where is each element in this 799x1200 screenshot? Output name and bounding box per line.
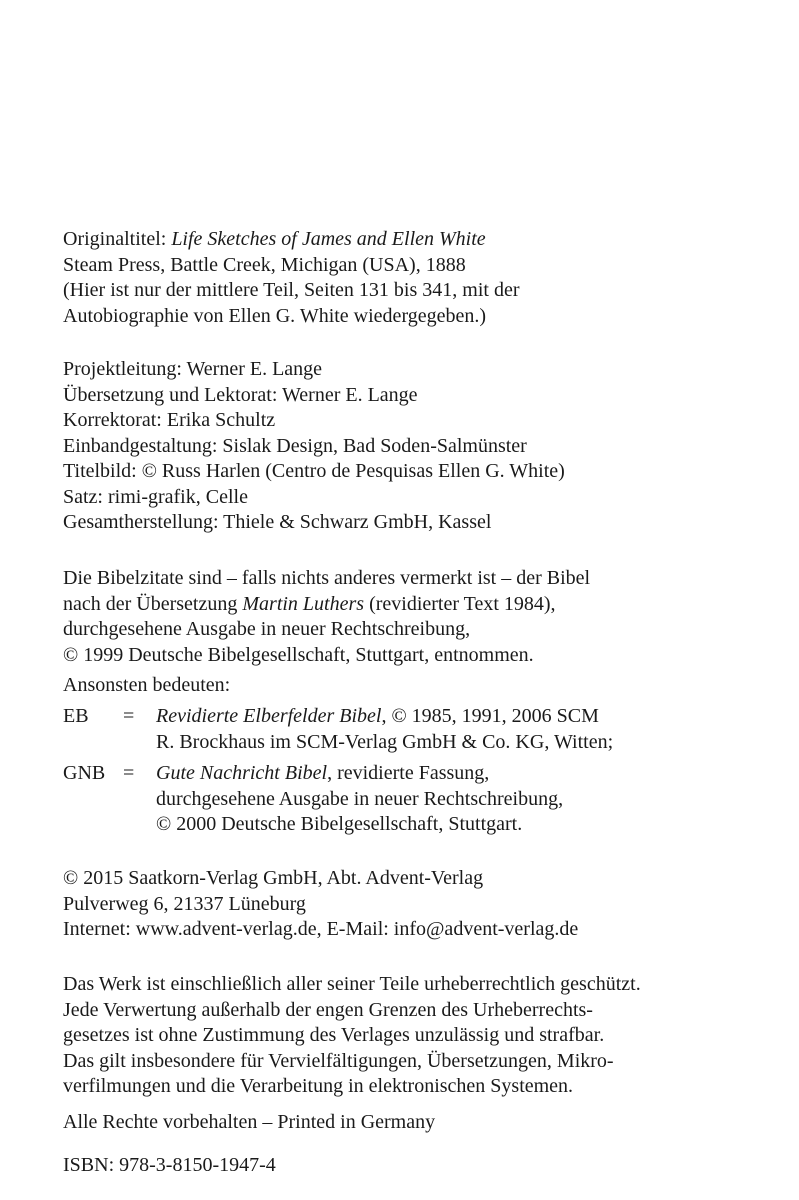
abbreviation-eb [63,704,783,755]
abbr-eb-line-2: R. Brockhaus im SCM-Verlag GmbH & Co. KG, Witten; [156,730,614,753]
abbr-gnb-line-1 [156,761,783,787]
credits-section [63,357,783,536]
abbreviations-heading: Ansonsten bedeuten: [63,674,231,696]
abbr-gnb-line-2: durchgesehene Ausgabe in neuer Rechtschreibung, [156,787,564,810]
bible-line-2 [63,592,783,618]
abbreviations-intro [63,673,783,699]
abbr-eb-equals: = [123,705,135,727]
original-title-section [63,227,783,329]
bible-translator: Martin Luthers [242,592,365,615]
publisher-internet: Internet: www.advent-verlag.de, E-Mail: info@advent-verlag.de [63,918,579,940]
abbreviation-gnb [63,761,783,838]
original-title: Life Sketches of James and Ellen White [171,228,486,250]
bible-line-2-start: nach der Übersetzung [63,592,243,615]
rights-line-1: Das Werk ist einschließlich aller seiner Teile urheberrechtlich geschützt. [63,973,641,995]
original-note-line-2: Autobiographie von Ellen G. White wiedergegeben.) [63,304,487,327]
original-publisher: Steam Press, Battle Creek, Michigan (USA), 1888 [63,253,466,276]
credit-translation: Übersetzung und Lektorat: Werner E. Lange [63,383,418,406]
original-title-label: Originaltitel: [63,228,167,250]
isbn-section [63,1153,783,1179]
rights-section [63,972,783,1100]
abbr-gnb-title: Gute Nachricht Bibel [156,762,328,784]
bible-source-section [63,566,783,668]
credit-project-lead: Projektleitung: Werner E. Lange [63,358,323,380]
bible-line-3: durchgesehene Ausgabe in neuer Rechtschreibung, [63,618,471,640]
publisher-address: Pulverweg 6, 21337 Lüneburg [63,892,306,915]
publisher-section [63,866,783,943]
rights-line-3: gesetzes ist ohne Zustimmung des Verlages unzulässig und strafbar. [63,1024,605,1046]
abbr-eb-key: EB [63,705,89,727]
credit-cover-image: Titelbild: © Russ Harlen (Centro de Pesquisas Ellen G. White) [63,460,565,482]
isbn: ISBN: 978-3-8150-1947-4 [63,1154,276,1176]
credit-cover-design: Einbandgestaltung: Sislak Design, Bad Soden-Salmünster [63,434,527,457]
bible-line-2-end: (revidierter Text 1984), [364,592,556,615]
abbr-eb-title: Revidierte Elberfelder Bibel [156,705,382,727]
rights-reserved-section [63,1110,783,1136]
rights-line-5: verfilmungen und die Verarbeitung in elektronischen Systemen. [63,1075,574,1097]
abbr-eb-rest: , © 1985, 1991, 2006 SCM [381,705,599,727]
abbr-gnb-key: GNB [63,762,106,784]
rights-line-2: Jede Verwertung außerhalb der engen Grenzen des Urheberrechts- [63,998,593,1021]
rights-line-4: Das gilt insbesondere für Vervielfältigungen, Übersetzungen, Mikro- [63,1049,614,1072]
abbr-eb-line-1 [156,704,783,730]
credit-typesetting: Satz: rimi-grafik, Celle [63,485,248,508]
credit-proofreading: Korrektorat: Erika Schultz [63,409,276,431]
rights-reserved: Alle Rechte vorbehalten – Printed in Germany [63,1111,436,1133]
abbr-gnb-rest: , revidierte Fassung, [327,762,490,784]
abbr-gnb-equals: = [123,762,135,784]
original-note-line-1: (Hier ist nur der mittlere Teil, Seiten 131 bis 341, mit der [63,279,520,301]
publisher-copyright: © 2015 Saatkorn-Verlag GmbH, Abt. Advent-Verlag [63,867,484,889]
abbr-gnb-line-3: © 2000 Deutsche Bibelgesellschaft, Stuttgart. [156,813,523,835]
credit-production: Gesamtherstellung: Thiele & Schwarz GmbH, Kassel [63,511,492,533]
original-title-line [63,227,783,253]
bible-line-4: © 1999 Deutsche Bibelgesellschaft, Stuttgart, entnommen. [63,643,534,666]
bible-line-1: Die Bibelzitate sind – falls nichts anderes vermerkt ist – der Bibel [63,567,591,589]
